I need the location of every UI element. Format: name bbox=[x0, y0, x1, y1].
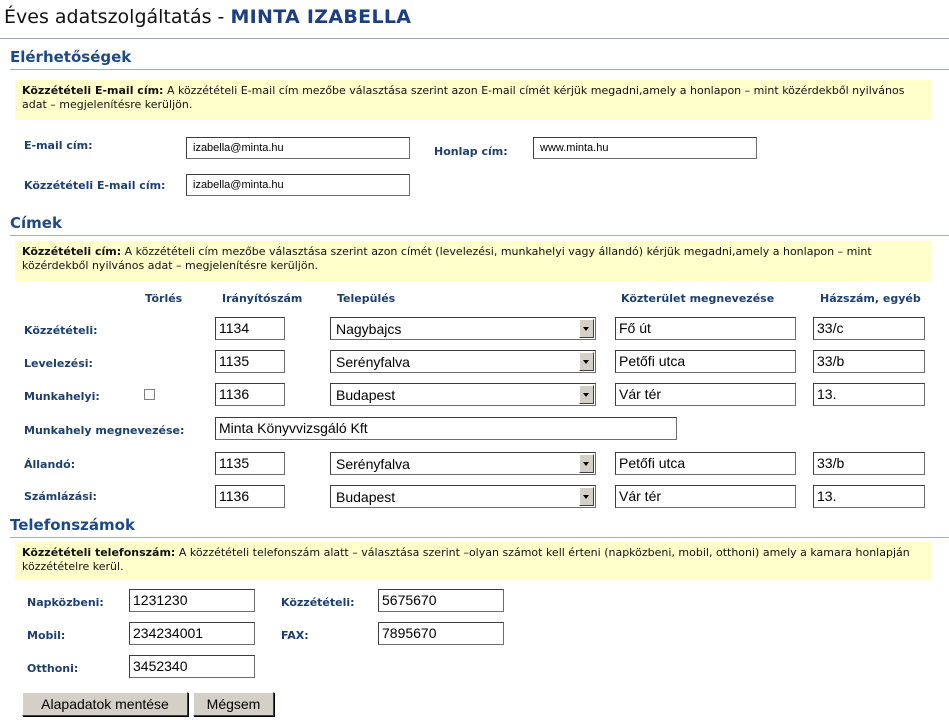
note-public-address bbox=[15, 241, 932, 281]
public-email-label: Közzétételi E-mail cím: bbox=[24, 179, 166, 192]
address-row-label: Számlázási: bbox=[24, 490, 97, 503]
column-header-house: Házszám, egyéb bbox=[820, 292, 921, 305]
note-public-address-bold: Közzétételi cím: bbox=[22, 245, 122, 258]
address-row-label: Levelezési: bbox=[24, 357, 93, 370]
fax-field[interactable]: 7895670 bbox=[378, 622, 504, 645]
note-public-phone-text: A közzétételi telefonszám alatt – választása szerint –olyan számot kell érteni (napközbeni, mobil, otthoni) amely a kamara honlapján közzétételre kerül. bbox=[22, 546, 910, 573]
chevron-down-icon[interactable] bbox=[579, 454, 594, 473]
zip-field[interactable]: 1134 bbox=[215, 317, 285, 340]
cancel-button[interactable]: Mégsem bbox=[193, 692, 274, 716]
city-select[interactable] bbox=[330, 452, 596, 475]
column-header-street: Közterület megnevezése bbox=[621, 292, 775, 305]
column-header-city: Település bbox=[337, 292, 396, 305]
note-public-address-text: A közzétételi cím mezőbe választása szerint azon címét (levelezési, munkahelyi vagy állandó) kérjük megadni,amely a honlapon – mint közérdekből nyilvános adat – megjelenítésre kerüljön. bbox=[22, 245, 872, 272]
mobile-phone-field[interactable]: 234234001 bbox=[129, 622, 255, 645]
column-header-delete: Törlés bbox=[145, 292, 183, 305]
page-title bbox=[4, 6, 411, 28]
section-heading-contacts: Elérhetőségek bbox=[10, 48, 132, 66]
street-field[interactable]: Vár tér bbox=[615, 485, 796, 508]
public-email-field[interactable]: izabella@minta.hu bbox=[186, 174, 410, 196]
workplace-name-label: Munkahely megnevezése: bbox=[24, 424, 185, 437]
chevron-down-icon[interactable] bbox=[579, 352, 594, 371]
section-divider-contacts bbox=[10, 69, 949, 70]
chevron-down-icon[interactable] bbox=[579, 487, 594, 506]
house-number-field[interactable]: 33/c bbox=[813, 317, 925, 340]
zip-field[interactable]: 1135 bbox=[215, 452, 285, 475]
column-header-zip: Irányítószám bbox=[222, 292, 303, 305]
website-field[interactable]: www.minta.hu bbox=[533, 137, 757, 159]
address-row-label: Közzétételi: bbox=[24, 324, 98, 337]
daytime-phone-label: Napközbeni: bbox=[27, 596, 104, 609]
street-field[interactable]: Petőfi utca bbox=[615, 350, 796, 373]
email-field[interactable]: izabella@minta.hu bbox=[186, 137, 410, 159]
city-select-value: Budapest bbox=[336, 387, 396, 403]
house-number-field[interactable]: 33/b bbox=[813, 452, 925, 475]
chevron-down-icon[interactable] bbox=[579, 385, 594, 404]
house-number-field[interactable]: 13. bbox=[813, 485, 925, 508]
public-phone-field[interactable]: 5675670 bbox=[378, 589, 504, 612]
note-public-email bbox=[15, 80, 932, 120]
page-title-name: MINTA IZABELLA bbox=[230, 6, 412, 28]
city-select-value: Nagybajcs bbox=[336, 321, 402, 337]
section-divider-phones bbox=[10, 537, 949, 538]
note-public-phone-bold: Közzétételi telefonszám: bbox=[22, 546, 176, 559]
page-title-prefix: Éves adatszolgáltatás - bbox=[4, 6, 231, 28]
city-select[interactable] bbox=[330, 485, 596, 508]
city-select[interactable] bbox=[330, 317, 596, 340]
address-row-label: Állandó: bbox=[24, 458, 76, 471]
city-select-value: Budapest bbox=[336, 489, 396, 505]
street-field[interactable]: Vár tér bbox=[615, 383, 796, 406]
city-select[interactable] bbox=[330, 383, 596, 406]
section-divider-addresses bbox=[10, 235, 949, 236]
note-public-email-text: A közzétételi E-mail cím mezőbe választása szerint azon E-mail címét kérjük megadni,amely a honlapon – mint közérdekből nyilvános adat – megjelenítésre kerüljön. bbox=[22, 84, 905, 111]
zip-field[interactable]: 1136 bbox=[215, 485, 285, 508]
website-label: Honlap cím: bbox=[434, 145, 508, 158]
chevron-down-icon[interactable] bbox=[579, 319, 594, 338]
mobile-phone-label: Mobil: bbox=[27, 629, 66, 642]
save-button[interactable]: Alapadatok mentése bbox=[22, 692, 188, 716]
section-heading-addresses: Címek bbox=[10, 214, 62, 232]
title-divider bbox=[0, 38, 949, 39]
section-heading-phones: Telefonszámok bbox=[10, 516, 135, 534]
city-select[interactable] bbox=[330, 350, 596, 373]
home-phone-label: Otthoni: bbox=[27, 662, 79, 675]
street-field[interactable]: Fő út bbox=[615, 317, 796, 340]
workplace-name-field[interactable]: Minta Könyvvizsgáló Kft bbox=[215, 417, 677, 440]
house-number-field[interactable]: 33/b bbox=[813, 350, 925, 373]
street-field[interactable]: Petőfi utca bbox=[615, 452, 796, 475]
house-number-field[interactable]: 13. bbox=[813, 383, 925, 406]
zip-field[interactable]: 1136 bbox=[215, 383, 285, 406]
home-phone-field[interactable]: 3452340 bbox=[129, 655, 255, 678]
city-select-value: Serényfalva bbox=[336, 456, 410, 472]
fax-label: FAX: bbox=[281, 629, 309, 642]
delete-checkbox-workplace[interactable] bbox=[144, 389, 155, 400]
note-public-phone bbox=[15, 542, 932, 580]
public-phone-label: Közzétételi: bbox=[281, 596, 355, 609]
zip-field[interactable]: 1135 bbox=[215, 350, 285, 373]
daytime-phone-field[interactable]: 1231230 bbox=[129, 589, 255, 612]
email-label: E-mail cím: bbox=[24, 139, 93, 152]
note-public-email-bold: Közzétételi E-mail cím: bbox=[22, 84, 164, 97]
city-select-value: Serényfalva bbox=[336, 354, 410, 370]
address-row-label: Munkahelyi: bbox=[24, 390, 100, 403]
